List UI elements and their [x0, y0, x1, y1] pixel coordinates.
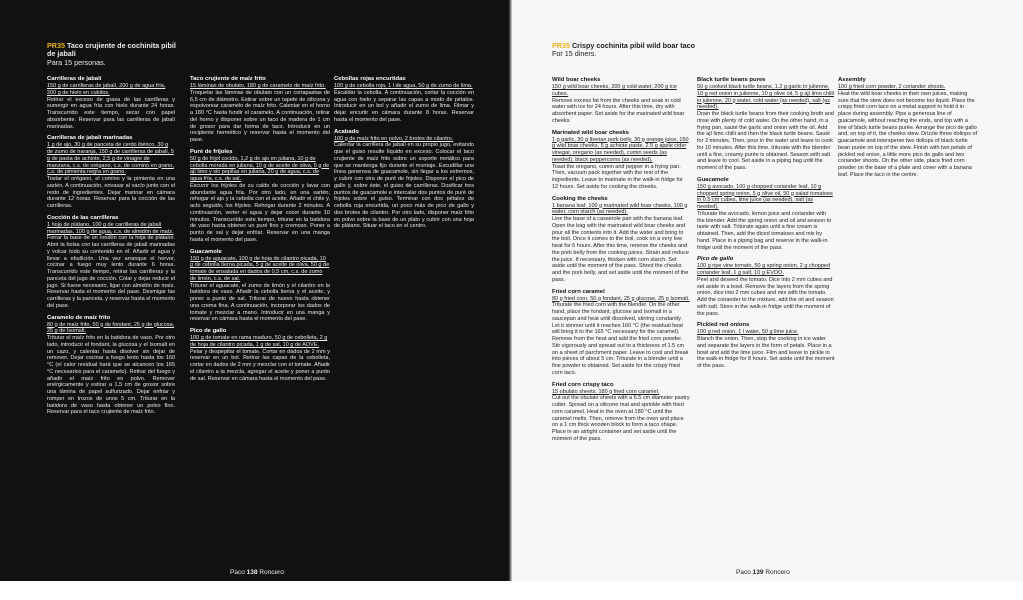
recipe-section: [697, 322, 835, 370]
recipe-section: [334, 129, 474, 231]
ingredients-list: 150 g de carrilleras de jabalí, 200 g de agua fría, 200 g de hielo en cubitos.: [47, 83, 166, 96]
ingredients-list: 50 g de frijol cocido, 1,2 g de ajo en juliana, 10 g de cebolla morada en juliana, 10 g de aceite de oliva, 5 g de ají limo y sin pepitas en juliana, 20 g de agua, c.s. de agua fría, c.s. de sal.: [190, 155, 330, 182]
background-strip: [0, 581, 1023, 600]
text-column-1: [47, 76, 175, 421]
section-heading: Puré de frijoles: [190, 148, 233, 155]
recipe-section: [190, 249, 330, 324]
recipe-section: [552, 289, 690, 377]
section-heading: Marinated wild boar cheeks: [552, 129, 629, 136]
text-column-3: [838, 77, 978, 184]
section-heading: Taco crujiente de maíz frito: [190, 76, 266, 82]
footer-suffix: Roncero: [259, 569, 284, 576]
method-text: Blanch the onion. Then, stop the cooking in ice water and separate the layers in the form of petals. Place in a bowl and add the lime juice. Film and leave to pickle in the walk-in fridge for 8 hours. Set aside until the moment of the pass.: [697, 336, 835, 369]
ingredients-list: 150 g de aguacate, 100 g de hoja de cilantro picada, 10 g de cebolla tierna picada, 5 g de aceite de oliva, 50 g de tomate de ensalada en dados de 0,5 cm, c.s. de zumo de limón, c.s. de sal.: [190, 255, 330, 282]
method-text: Troquelar las láminas de obulato con un cortapastas de 6,5 cm de diámetro. Estirar sobre un tapete de silicona y espolvorear caramelo de maíz frito. Calentar en el horno a 180 °C hasta fundir el caramelo. A continuación, retirar del horno y disponer sobre un taco de madera de 1 cm de grosor para dar forma de taco. Introducir en un recipiente hermético y reservar hasta el momento del pase.: [190, 89, 330, 143]
ingredients-list: 15 obulato sheets, 180 g fried corn caramel.: [552, 388, 660, 395]
ingredients-list: 150 g wild boar cheeks, 200 g cold water, 200 g ice cubes.: [552, 84, 677, 97]
recipe-title: Crispy cochinita pibil wild boar taco: [571, 41, 695, 50]
recipe-section: [47, 76, 175, 130]
method-text: Cut out the obulato sheets with a 6.5 cm diameter pastry cutter. Spread on a silicone mat and sprinkle with fried corn caramel. Heat in the oven at 180 °C until the caramel melts. Then, remove from the oven and place on a 1 cm thick wooden block to form a taco shape. Place in an airtight container and set aside until the moment of the pass.: [552, 395, 690, 442]
method-text: Peel and deseed the tomato. Dice into 2 mm cubes and set aside in a bowl. Remove the layers from the spring onion, dice into 2 mm cubes and mix with the tomato. Add the coriander to the mixture, add the oil and season with salt. Store in the walk-in fridge until the moment of the pass.: [697, 276, 834, 317]
method-text: Remove excess fat from the cheeks and soak in cold water with ice for 24 hours. After this time, dry with absorbent paper. Set aside for the marinated wild boar cheeks.: [552, 97, 685, 124]
recipe-section: [697, 256, 835, 317]
ingredients-list: 1 banana leaf, 100 g marinated wild boar cheeks, 100 g water, corn starch (as needed).: [552, 202, 688, 216]
method-text: Forrar la base de un rondón con la hoja de plátano. Abrir la bolsa con las carrilleras de jabalí marinadas y volcar todo su contenido en él. Añadir el agua y llevar a ebullición. Una vez arranque el hervor, cocinar a fuego muy lento durante 6 horas. Transcurrido este tiempo, retirar las carrilleras y la panceta del jugo de cocción. Colar y dejar reducir el jugo. Si fuese necesario, ligar con almidón de maíz. Reservar hasta el momento del pase. Desmigar las carrilleras y la panceta, y reservar hasta el momento del pase.: [47, 235, 175, 309]
section-heading: Caramelo de maíz frito: [47, 314, 111, 321]
recipe-section: [190, 328, 330, 382]
page-footer: [230, 569, 284, 576]
method-text: Triturate the avocado, lemon juice and coriander with the blender. Add the spring onion and oil and season to taste with salt. Triturate again until a fine cream is obtained. Then, add the diced tomatoes and mix by hand. Place in a piping bag and reserve in the walk-in fridge until the moment of the pass.: [697, 210, 832, 251]
ingredients-list: 80 g de maíz frito, 50 g de fondant, 25 g de glucosa, 25 g de Isomalt.: [47, 321, 175, 335]
section-heading: Fried corn crispy taco: [552, 381, 614, 388]
text-column-2: [697, 77, 835, 375]
footer-prefix: Paco: [736, 569, 751, 576]
page-footer: [736, 569, 790, 576]
recipe-code: PR35: [47, 41, 65, 50]
section-heading: Pickled red onions: [697, 322, 750, 329]
ingredients-list: 100 g fried corn powder, 2 coriander shoots.: [838, 84, 946, 90]
method-text: Escaldar la cebolla. A continuación, cortar la cocción en agua con hielo y separar las capas a modo de pétalos. Introducir en un bol y añadir el zumo de lima. Filmar y dejar encurtir en cámara durante 8 horas. Reservar hasta el momento del pase.: [334, 89, 474, 123]
section-heading: Carrilleras de jabalí marinadas: [47, 135, 133, 142]
ingredients-list: 100 g de tomate en rama maduro, 50 g de cebolleta, 2 g de hoja de cilantro picada, 1 g de sal, 10 g de AOVE.: [190, 335, 328, 348]
recipe-code: PR35: [552, 41, 570, 50]
left-page-spanish: [0, 0, 508, 581]
method-text: Toast the oregano, cumin and pepper in a frying pan. Then, vacuum pack together with the rest of the ingredients. Leave to marinate in the walk-in fridge for 12 hours. Set aside for cooking the cheeks.: [552, 163, 683, 190]
ingredients-list: 1 g de ajo, 30 g de panceta de cerdo ibérico, 30 g de zumo de naranja, 150 g de carrilleras de jabalí, 5 g de pasta de achiote, 2,5 g de vinagre de manzana, c.s. de orégano, c.s. de comino en grano, c.s. de pimienta negra en grano.: [47, 142, 174, 176]
section-heading: Guacamole: [697, 176, 729, 183]
method-text: Tostar el orégano, el comino y la pimienta en una sartén. A continuación, envasar al vacío junto con el resto de ingredientes. Dejar marinar en cámara durante 12 horas. Reservar para la cocción de las carrilleras.: [47, 176, 175, 209]
page-number: 138: [246, 569, 258, 576]
ingredients-list: 80 g fried corn, 50 g fondant, 25 g glucose, 25 g Isomalt.: [552, 295, 690, 302]
section-heading: Carrilleras de jabalí: [47, 76, 102, 82]
section-heading: Guacamole: [190, 248, 222, 255]
recipe-header: [47, 42, 177, 67]
recipe-section: [334, 76, 474, 124]
page-number: 139: [752, 569, 764, 576]
recipe-section: [190, 149, 330, 244]
recipe-section: [552, 196, 690, 284]
recipe-section: [552, 77, 690, 125]
recipe-section: [190, 76, 330, 144]
recipe-section: [552, 130, 690, 191]
ingredients-list: 100 g ripe vine tomato, 50 g spring onion, 2 g chopped coriander leaf, 1 g salt, 10 g EVOO.: [697, 263, 831, 276]
ingredients-list: 100 g de maíz frito en polvo, 2 brotes de cilantro.: [334, 135, 454, 142]
ingredients-list: 150 g avocado, 100 g chopped coriander leaf, 10 g chopped spring onion, 5 g olive oil, 50 g salad tomatoes in 0.5 cm cubes, lime juice (as needed), salt (as needed).: [697, 183, 833, 210]
section-heading: Cocción de las carrilleras: [47, 214, 119, 221]
recipe-section: [47, 215, 175, 310]
section-heading: Cebollas rojas encurtidas: [334, 76, 406, 82]
ingredients-list: 1 hoja de plátano, 100 g de carrilleras de jabalí marinadas, 100 g de agua, c.s. de almidón de maíz.: [47, 221, 174, 235]
text-column-3: [334, 76, 474, 235]
method-text: Triturar el maíz frito en la batidora de vaso. Por otro lado, introducir el fondant, la glucosa y el Isomalt en un cazo, y calentar hasta disolver sin dejar de remover. Dejar cocinar a fuego lento hasta los 160 °C (el calor residual hará que se alcancen los 165 °C necesarios para el caramelo). Retirar del fuego y añadir el maíz frito en polvo. Remover enérgicamente y estirar a 1,5 cm de grosor sobre una lámina de papel sulfurizado. Dejar enfriar y romper en trozos de unos 5 cm. Triturar en la batidora de vaso hasta obtener un polvo fino. Reservar para el taco crujiente de maíz frito.: [47, 335, 175, 416]
footer-prefix: Paco: [230, 569, 245, 576]
recipe-header: [552, 42, 702, 59]
text-column-1: [552, 77, 690, 448]
method-text: Escurrir los frijoles de su caldo de cocción y lavar con abundante agua fría. Por otro lado, en una sartén, rehogar el ajo y la cebolla con el aceite. Añadir el chile y, acto seguido, los frijoles. Rehogar durante 2 minutos. A continuación, verter el agua y dejar cocer durante 10 minutos. Transcurrido este tiempo, triturar en la batidora de vaso hasta obtener un puré fino y cremoso. Poner a punto de sal y dejar enfriar. Reservar en una manga hasta el momento del pase.: [190, 182, 330, 243]
section-heading: Assembly: [838, 77, 866, 83]
ingredients-list: 100 g de cebolla roja, 1 l de agua, 50 g de zumo de lima.: [334, 83, 473, 89]
ingredients-list: 1 g garlic, 30 g Iberian pork belly, 30 g orange juice, 150 g wild boar cheeks, 5 g achiote paste, 2.5 g apple cider vinegar, oregano (as needed), cumin seeds (as needed), black peppercorns (as needed).: [552, 136, 689, 163]
method-text: Calentar la carrillera de jabalí en su propio jugo, evitando que el guiso resulte líquido en exceso. Colocar el taco crujiente de maíz frito sobre un soporte metálico para que se mantenga fijo durante el montaje. Escudillar una línea generosa de guacamole, sin llegar a los extremos, y cubrir con otra de puré de frijoles. Disponer el pico de gallo y, sobre éste, el guiso de carrilleras. Dosificar tres puntos de guacamole e intercalar dos puntos de puré de frijoles sobre el guiso. Terminar con dos pétalos de cebolla roja encurtida, un poco más de pico de gallo y dos brotes de cilantro. Por otro lado, disponer maíz frito en polvo sobre la base de un plato y cubrir con una hoja de plátano. Situar el taco en el centro.: [334, 142, 474, 230]
section-heading: Black turtle beans puree: [697, 77, 766, 83]
servings: For 15 diners.: [552, 49, 597, 59]
footer-suffix: Roncero: [765, 569, 790, 576]
recipe-section: [697, 177, 835, 252]
recipe-section: [552, 382, 690, 443]
method-text: Triturate the fried corn with the blender. On the other hand, place the fondant, glucose and Isomalt in a saucepan and heat until dissolved, stirring constantly. Let it simmer until it reaches 160 °C (the residual heat will bring it to the 165 °C necessary for the caramel). Remove from the heat and add the fried corn powder. Stir vigorously and spread out to a thickness of 1.5 cm on a sheet of parchment paper. Leave to cool and break into pieces of about 5 cm. Triturate in a blender until a fine powder is obtained. Set aside for the crispy fried corn taco.: [552, 302, 689, 376]
ingredients-list: 100 g red onion, 1 l water, 50 g lime juice.: [697, 329, 799, 336]
method-text: Retirar el exceso de grasa de las carrilleras y sumergir en agua fría con hielo durante 24 horas. Transcurrido este tiempo, secar con papel absorbente. Reservar para las carrilleras de jabalí marinadas.: [47, 96, 175, 130]
recipe-section: [47, 315, 175, 417]
servings: Para 15 personas.: [47, 57, 106, 67]
recipe-section: [838, 77, 978, 179]
method-text: Triturar el aguacate, el zumo de limón y el cilantro en la batidora de vaso. Añadir la cebolla tierna y el aceite, y poner a punto de sal. Triturar de nuevo hasta obtener una crema fina. A continuación, incorporar los dados de tomate y mezclar a mano. Introducir en una manga y reservar en cámara hasta el momento del pase.: [190, 282, 330, 323]
section-heading: Fried corn caramel: [552, 288, 605, 295]
recipe-title: Taco crujiente de cochinita pibil de jabalí: [47, 41, 176, 59]
ingredients-list: 50 g cooked black turtle beans, 1.2 g garlic in julienne, 10 g red onion in julienne, 10 g olive oil, 5 g ají limo chilli in julienne, 20 g water, cold water (as needed), salt (as needed).: [697, 84, 834, 111]
recipe-section: [47, 135, 175, 210]
section-heading: Wild boar cheeks: [552, 77, 601, 83]
method-text: Drain the black turtle beans from their cooking broth and rinse with plenty of cold water. On the other hand, in a frying pan, sauté the garlic and onion with the oil. Add the ají limo chilli and then the black turtle beans. Sauté for 2 minutes. Then, pour in the water and leave to cook for 10 minutes. After this time, triturate with the blender until a fine, creamy purée is obtained. Season with salt and leave to cool. Set aside in a piping bag until the moment of the pass.: [697, 111, 834, 171]
method-text: Heat the wild boar cheeks in their own juices, making sure that the stew does not become too liquid. Place the crispy fried corn taco on a metal support to hold it in place during assembly. Pipe a generous line of guacamole, without reaching the ends, and top with a line of black turtle beans purée. Arrange the pico de gallo and, on top of it, the cheeks stew. Drizzle three dollops of guacamole and intersperse two dollops of black turtle bean purée on top of the stew. Finish with two petals of pickled red onion, a little more pico de gallo and two coriander shoots. On the other side, place fried corn powder on the base of a plate and cover with a banana leaf. Place the taco in the centre.: [838, 90, 978, 178]
text-column-2: [190, 76, 330, 387]
right-page-english: [512, 0, 1023, 581]
method-text: Pelar y despepitar el tomate. Cortar en dados de 2 mm y reservar en un bol. Retirar las capas de la cebolleta, cortar en dados de 2 mm y mezclar con el tomate. Añadir el cilantro a la mezcla, agregar el aceite y poner a punto de sal. Reservar en cámara hasta el momento del pase.: [190, 348, 330, 382]
section-heading: Pico de gallo: [697, 256, 734, 263]
section-heading: Acabado: [334, 128, 359, 135]
ingredients-list: 15 láminas de obulato, 180 g de caramelo de maíz frito.: [190, 83, 326, 89]
recipe-section: [697, 77, 835, 172]
section-heading: Pico de gallo: [190, 328, 227, 334]
method-text: Line the base of a casserole pan with the banana leaf. Open the bag with the marinated wild boar cheeks and pour all the contents into it. Add the water and bring to the boil. Once it comes to the boil, cook on a very low heat for 6 hours. After this time, remove the cheeks and the pork belly from the cooking juices. Strain and reduce the juice. If necessary, thicken with corn starch. Set aside until the moment of the pass. Shred the cheeks and the pork belly, and set aside until the moment of the pass.: [552, 216, 689, 283]
section-heading: Cooking the cheeks: [552, 195, 608, 202]
